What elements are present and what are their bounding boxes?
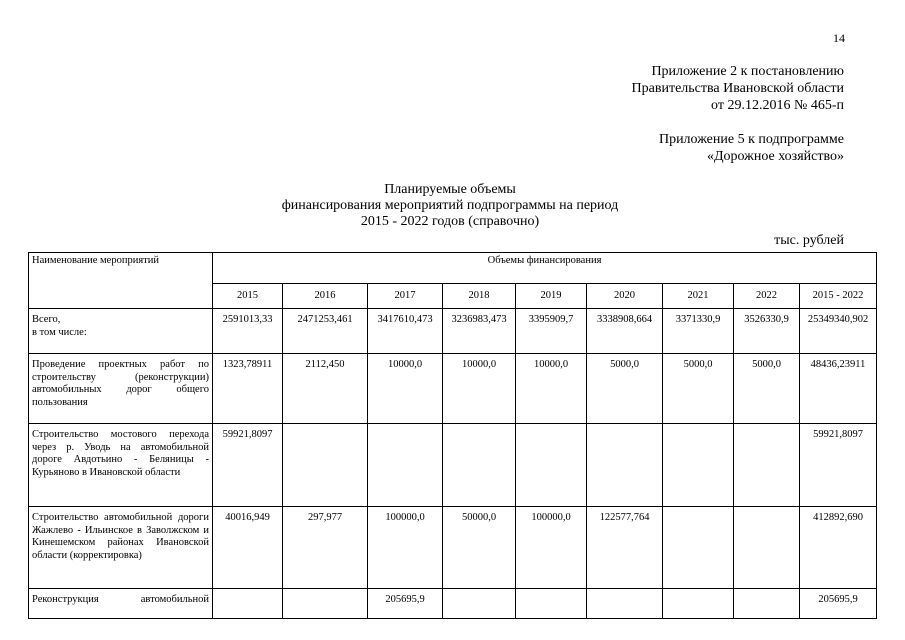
table-row [29, 309, 877, 354]
value-cell: 40016,949 [213, 507, 283, 589]
value-cell [734, 424, 800, 507]
appendix-main-line-3: от 29.12.2016 № 465-п [711, 98, 844, 113]
year-header: 2016 [283, 284, 368, 309]
name-column-header: Наименование мероприятий [29, 253, 213, 309]
value-cell: 1323,78911 [213, 354, 283, 424]
value-cell [734, 589, 800, 619]
appendix-sub-line-1: Приложение 5 к подпрограмме [658, 132, 844, 147]
value-cell: 5000,0 [587, 354, 663, 424]
value-cell [663, 589, 734, 619]
value-cell: 3395909,7 [516, 309, 587, 354]
value-cell: 2471253,461 [283, 309, 368, 354]
value-cell: 10000,0 [368, 354, 443, 424]
financing-table [28, 252, 877, 619]
value-cell: 205695,9 [368, 589, 443, 619]
value-cell: 10000,0 [443, 354, 516, 424]
table-row [29, 354, 877, 424]
value-cell [516, 424, 587, 507]
table-row [29, 424, 877, 507]
value-cell [663, 424, 734, 507]
value-cell: 3526330,9 [734, 309, 800, 354]
appendix-main-line-1: Приложение 2 к постановлению [651, 64, 844, 79]
value-cell [734, 507, 800, 589]
value-cell [283, 424, 368, 507]
appendix-sub-line-2: «Дорожное хозяйство» [706, 149, 844, 164]
row-name: Строительство мостового перехода через р. Уводь на автомобильной дороге Авдотьино - Беляницы - Курьяново в Ивановской области [29, 424, 213, 507]
value-cell [587, 589, 663, 619]
total-cell: 412892,690 [800, 507, 877, 589]
value-cell: 100000,0 [368, 507, 443, 589]
value-cell: 5000,0 [663, 354, 734, 424]
value-cell: 5000,0 [734, 354, 800, 424]
table-header-row [29, 253, 877, 284]
row-name: Строительство автомобильной дороги Жажлево - Ильинское в Заволжском и Кинешемском районах Ивановской области (корректировка) [29, 507, 213, 589]
total-cell: 48436,23911 [800, 354, 877, 424]
value-cell: 3371330,9 [663, 309, 734, 354]
appendix-sub-block [659, 131, 844, 165]
table-row [29, 507, 877, 589]
title-line-2: финансирования мероприятий подпрограммы на период [281, 198, 619, 213]
value-cell: 50000,0 [443, 507, 516, 589]
appendix-main-block [632, 63, 844, 114]
title-line-1: Планируемые объемы [384, 182, 516, 197]
value-cell [663, 507, 734, 589]
value-cell: 100000,0 [516, 507, 587, 589]
value-cell: 3338908,664 [587, 309, 663, 354]
year-header: 2019 [516, 284, 587, 309]
total-cell: 25349340,902 [800, 309, 877, 354]
value-cell [443, 589, 516, 619]
table-row [29, 589, 877, 619]
year-header: 2020 [587, 284, 663, 309]
total-cell: 59921,8097 [800, 424, 877, 507]
value-cell [587, 424, 663, 507]
value-cell: 122577,764 [587, 507, 663, 589]
unit-label: тыс. рублей [774, 233, 844, 248]
title-line-3: 2015 - 2022 годов (справочно) [360, 214, 540, 229]
financing-group-header: Объемы финансирования [213, 253, 877, 284]
row-name: Проведение проектных работ по строительству (реконструкции) автомобильных дорог общего пользования [29, 354, 213, 424]
row-name: Реконструкция автомобильной [29, 589, 213, 619]
value-cell [368, 424, 443, 507]
year-header: 2022 [734, 284, 800, 309]
document-title [200, 182, 700, 230]
value-cell: 59921,8097 [213, 424, 283, 507]
appendix-main-line-2: Правительства Ивановской области [631, 81, 844, 96]
value-cell [213, 589, 283, 619]
value-cell: 3236983,473 [443, 309, 516, 354]
page-number: 14 [833, 31, 845, 45]
year-header: 2018 [443, 284, 516, 309]
value-cell: 2591013,33 [213, 309, 283, 354]
value-cell: 2112,450 [283, 354, 368, 424]
value-cell: 297,977 [283, 507, 368, 589]
value-cell: 3417610,473 [368, 309, 443, 354]
row-name: Всего, в том числе: [29, 309, 213, 354]
value-cell [283, 589, 368, 619]
year-header: 2015 [213, 284, 283, 309]
total-cell: 205695,9 [800, 589, 877, 619]
value-cell [516, 589, 587, 619]
year-header: 2017 [368, 284, 443, 309]
year-header: 2015 - 2022 [800, 284, 877, 309]
year-header: 2021 [663, 284, 734, 309]
value-cell: 10000,0 [516, 354, 587, 424]
value-cell [443, 424, 516, 507]
